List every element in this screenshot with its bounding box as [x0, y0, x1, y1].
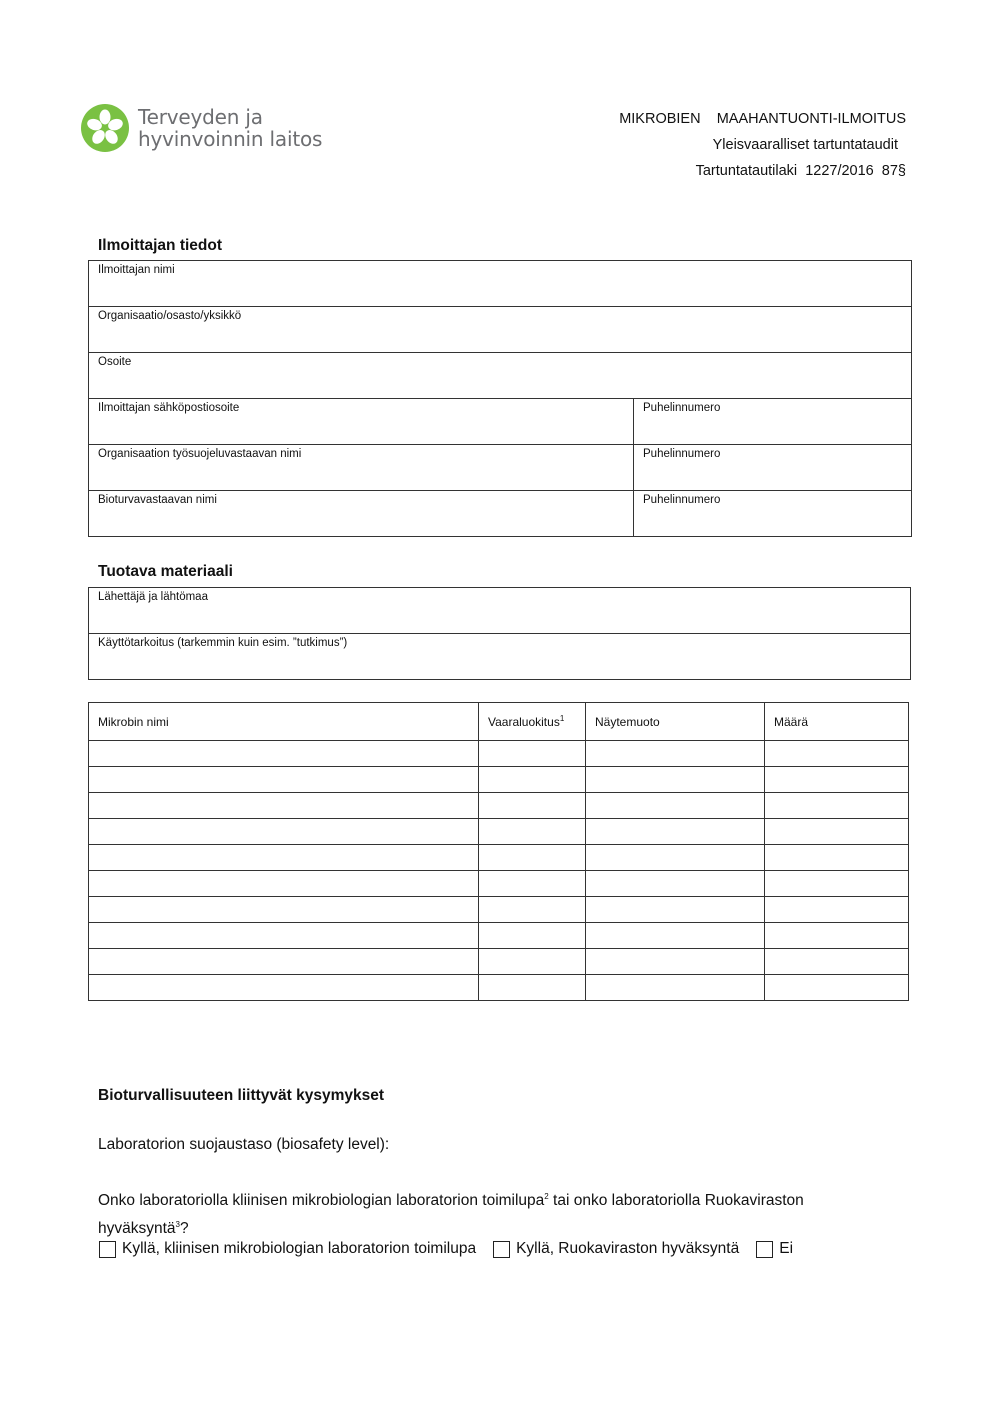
quantity-cell[interactable]: [765, 845, 909, 871]
quantity-cell[interactable]: [765, 949, 909, 975]
hazard-class-cell[interactable]: [479, 819, 586, 845]
microbe-name-cell[interactable]: [89, 845, 479, 871]
option-clinical-license[interactable]: [99, 1240, 476, 1258]
microbe-row: [89, 793, 909, 819]
column-header-microbe-name: Mikrobin nimi: [89, 703, 479, 741]
microbe-row: [89, 845, 909, 871]
organization-field[interactable]: [89, 307, 912, 353]
checkbox-no[interactable]: [756, 1241, 773, 1258]
option-label: Kyllä, kliinisen mikrobiologian laboratorion toimilupa: [122, 1240, 477, 1257]
quantity-cell[interactable]: [765, 897, 909, 923]
column-header-quantity: Määrä: [765, 703, 909, 741]
quantity-cell[interactable]: [765, 923, 909, 949]
microbe-row: [89, 819, 909, 845]
safety-officer-phone-field[interactable]: [634, 445, 912, 491]
sample-form-cell[interactable]: [586, 793, 765, 819]
hazard-class-cell[interactable]: [479, 949, 586, 975]
organization-label: Organisaatio/osasto/yksikkö: [98, 310, 242, 322]
microbe-row: [89, 767, 909, 793]
column-header-sample-form: Näytemuoto: [586, 703, 765, 741]
document-subtitle: Yleisvaaralliset tartuntataudit: [712, 137, 898, 153]
quantity-cell[interactable]: [765, 871, 909, 897]
notifier-section-title: Ilmoittajan tiedot: [98, 237, 222, 254]
microbe-name-cell[interactable]: [89, 923, 479, 949]
microbe-row: [89, 871, 909, 897]
hazard-class-cell[interactable]: [479, 741, 586, 767]
phone-label: Puhelinnumero: [643, 494, 721, 506]
email-field[interactable]: [89, 399, 634, 445]
sample-form-cell[interactable]: [586, 871, 765, 897]
column-header-hazard-class: Vaaraluokitus$^1$: [479, 703, 586, 741]
hazard-class-cell[interactable]: [479, 871, 586, 897]
sample-form-cell[interactable]: [586, 975, 765, 1001]
biosafety-officer-phone-field[interactable]: [634, 491, 912, 537]
microbe-name-cell[interactable]: [89, 975, 479, 1001]
microbe-name-cell[interactable]: [89, 767, 479, 793]
biosafety-officer-field[interactable]: [89, 491, 634, 537]
purpose-label: Käyttötarkoitus (tarkemmin kuin esim. ”tutkimus”): [98, 637, 348, 649]
biosafety-level-question: Laboratorion suojaustaso (biosafety level):: [98, 1136, 390, 1153]
safety-officer-field[interactable]: [89, 445, 634, 491]
material-table: [88, 587, 911, 680]
microbe-name-cell[interactable]: [89, 897, 479, 923]
logo-text: [138, 106, 322, 150]
microbes-header-row: [89, 703, 909, 741]
quantity-cell[interactable]: [765, 819, 909, 845]
hazard-class-cell[interactable]: [479, 923, 586, 949]
quantity-cell[interactable]: [765, 793, 909, 819]
sample-form-cell[interactable]: [586, 845, 765, 871]
biosafety-officer-label: Bioturvavastaavan nimi: [98, 494, 217, 506]
sample-form-cell[interactable]: [586, 741, 765, 767]
email-label: Ilmoittajan sähköpostiosoite: [98, 402, 240, 414]
microbe-name-cell[interactable]: [89, 949, 479, 975]
thl-logo: [81, 104, 322, 152]
footnote-3: 3: [175, 1219, 180, 1229]
sample-form-cell[interactable]: [586, 923, 765, 949]
hazard-class-cell[interactable]: [479, 975, 586, 1001]
hazard-class-cell[interactable]: [479, 793, 586, 819]
microbe-row: [89, 975, 909, 1001]
notifier-phone-field[interactable]: [634, 399, 912, 445]
checkbox-clinical-license[interactable]: [99, 1241, 116, 1258]
license-options: [99, 1240, 810, 1258]
phone-label: Puhelinnumero: [643, 448, 721, 460]
phone-label: Puhelinnumero: [643, 402, 721, 414]
notifier-name-field[interactable]: [89, 261, 912, 307]
microbe-row: [89, 923, 909, 949]
hazard-class-cell[interactable]: [479, 897, 586, 923]
law-reference: Tartuntatautilaki 1227/2016 87§: [695, 163, 906, 179]
address-label: Osoite: [98, 356, 132, 368]
microbe-name-cell[interactable]: [89, 819, 479, 845]
option-label: Ei: [779, 1240, 794, 1257]
microbes-table: [88, 702, 909, 1001]
hazard-class-cell[interactable]: [479, 845, 586, 871]
notifier-name-label: Ilmoittajan nimi: [98, 264, 175, 276]
option-no[interactable]: [756, 1240, 793, 1258]
material-section-title: Tuotava materiaali: [98, 563, 233, 580]
quantity-cell[interactable]: [765, 975, 909, 1001]
microbe-name-cell[interactable]: [89, 793, 479, 819]
microbe-name-cell[interactable]: [89, 741, 479, 767]
sample-form-cell[interactable]: [586, 819, 765, 845]
logo-line-2: hyvinvoinnin laitos: [138, 127, 323, 151]
footnote-2: 2: [544, 1191, 549, 1201]
flower-logo-icon: [81, 104, 129, 152]
sample-form-cell[interactable]: [586, 897, 765, 923]
microbe-row: [89, 949, 909, 975]
quantity-cell[interactable]: [765, 741, 909, 767]
sender-label: Lähettäjä ja lähtömaa: [98, 591, 208, 603]
footnote-1: 1: [559, 713, 565, 723]
sample-form-cell[interactable]: [586, 767, 765, 793]
quantity-cell[interactable]: [765, 767, 909, 793]
sample-form-cell[interactable]: [586, 949, 765, 975]
microbe-name-cell[interactable]: [89, 871, 479, 897]
biosafety-section-title: Bioturvallisuuteen liittyvät kysymykset: [98, 1087, 385, 1104]
purpose-field[interactable]: [89, 634, 911, 680]
hazard-class-cell[interactable]: [479, 767, 586, 793]
option-label: Kyllä, Ruokaviraston hyväksyntä: [516, 1240, 740, 1257]
sender-field[interactable]: [89, 588, 911, 634]
document-header: [619, 106, 906, 184]
document-title: MIKROBIEN MAAHANTUONTI-ILMOITUS: [619, 111, 906, 127]
checkbox-food-authority-approval[interactable]: [493, 1241, 510, 1258]
notifier-table: [88, 260, 912, 537]
license-question: Onko laboratoriolla kliinisen mikrobiologian laboratorion toimilupa$^2$ tai onko laboratoriolla Ruokaviraston hyväksyntä$^3$?: [98, 1191, 804, 1237]
microbe-row: [89, 897, 909, 923]
option-food-authority-approval[interactable]: [493, 1240, 739, 1258]
logo-line-1: Terveyden ja: [138, 105, 263, 129]
address-field[interactable]: [89, 353, 912, 399]
microbe-row: [89, 741, 909, 767]
safety-officer-label: Organisaation työsuojeluvastaavan nimi: [98, 448, 302, 460]
